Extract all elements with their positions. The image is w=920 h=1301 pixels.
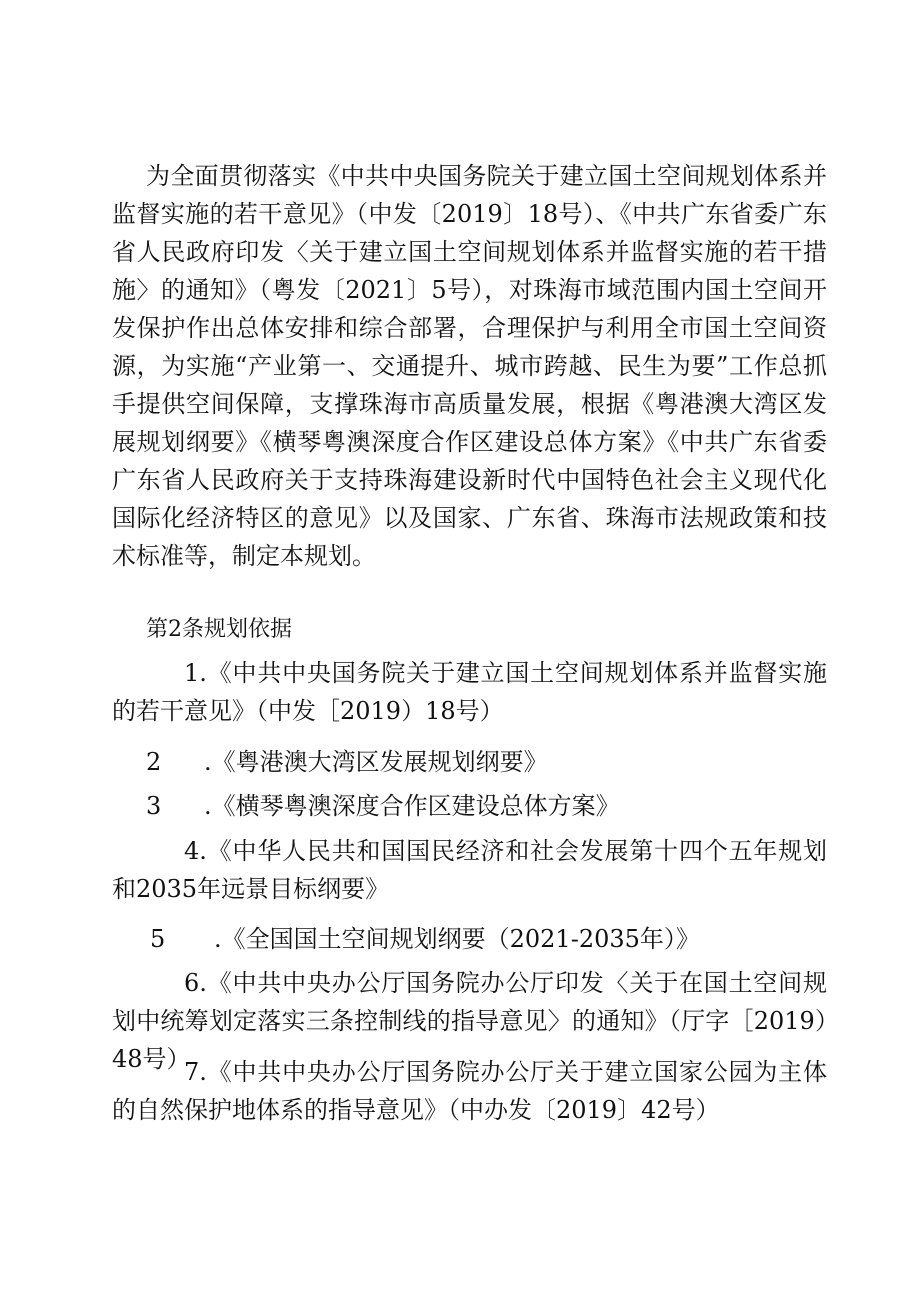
intro-paragraph: 为全面贯彻落实《中共中央国务院关于建立国土空间规划体系并监督实施的若干意见》（中发〔2019〕18号）、《中共广东省委广东省人民政府印发〈关于建立国土空间规划体系并监督实施的若干措施〉的通知》（粤发〔2021〕5号），对珠海市域范围内国土空间开发保护作出总体安排和综合部署，合理保护与利用全市国土空间资源，为实施“产业第一、交通提升、城市跨越、民生为要”工作总抓手提供空间保障，支撑珠海市高质量发展，根据《粤港澳大湾区发展规划纲要》《横琴粤澳深度合作区建设总体方案》《中共广东省委广东省人民政府关于支持珠海建设新时代中国特色社会主义现代化国际化经济特区的意见》以及国家、广东省、珠海市法规政策和技术标准等，制定本规划。 <box>112 162 827 570</box>
section-heading: 第2条规划依据 <box>146 617 292 642</box>
list-item <box>112 1053 827 1129</box>
item-text: .《中共中央国务院关于建立国土空间规划体系并监督实施的若干意见》（中发［2019）18号） <box>112 659 827 725</box>
item-number: 2 <box>146 748 162 776</box>
item-number: 1 <box>184 659 200 687</box>
list-item <box>112 832 827 908</box>
list-item <box>112 654 827 730</box>
item-text: .《中共中央办公厅国务院办公厅关于建立国家公园为主体的自然保护地体系的指导意见》（中办发〔2019〕42号） <box>112 1058 827 1124</box>
list-item <box>146 743 548 781</box>
item-number: 5 <box>150 925 166 953</box>
item-number: 7 <box>184 1058 200 1086</box>
item-text: .《横琴粤澳深度合作区建设总体方案》 <box>204 792 620 820</box>
item-number: 3 <box>146 792 162 820</box>
item-text: .《全国国土空间规划纲要（2021-2035年）》 <box>214 925 700 953</box>
list-item <box>150 920 700 958</box>
item-text: .《粤港澳大湾区发展规划纲要》 <box>204 748 548 776</box>
list-item <box>146 787 620 825</box>
item-text: .《中共中央办公厅国务院办公厅印发〈关于在国土空间规划中统筹划定落实三条控制线的指导意见〉的通知》（厅字［2019）48号） <box>112 969 827 1073</box>
item-number: 6 <box>184 969 200 997</box>
item-text: .《中华人民共和国国民经济和社会发展第十四个五年规划和2035年远景目标纲要》 <box>112 837 827 903</box>
item-number: 4 <box>184 837 200 865</box>
